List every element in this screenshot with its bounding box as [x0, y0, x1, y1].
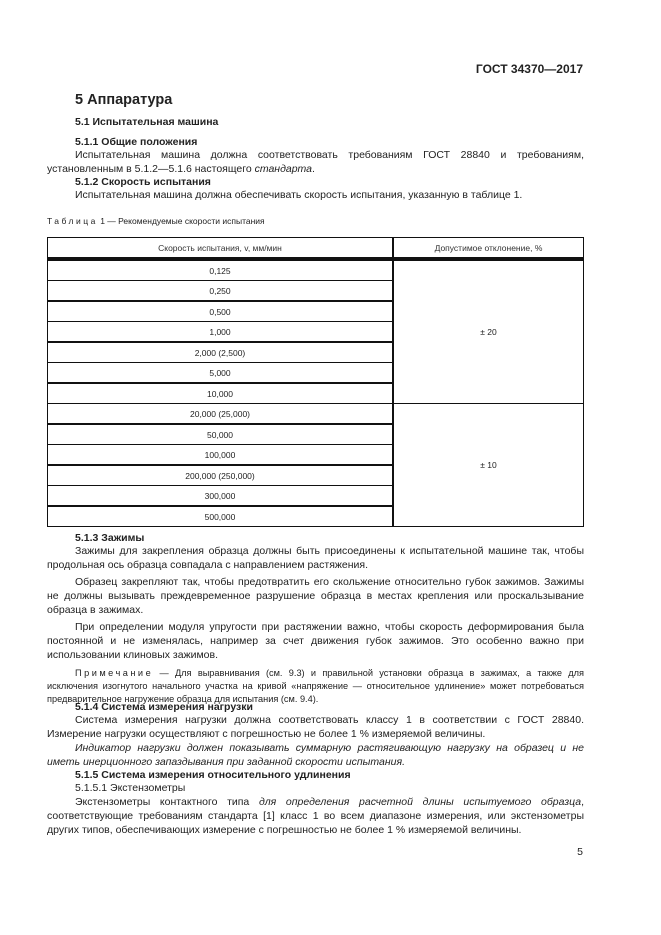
- subsection-title-5-1-2: 5.1.2 Скорость испытания: [75, 176, 211, 188]
- subsection-title-5-1-3: 5.1.3 Зажимы: [75, 532, 145, 544]
- table-cell: 100,000: [48, 445, 394, 466]
- table-header-speed: Скорость испытания, v, мм/мин: [48, 238, 394, 260]
- page-number: 5: [577, 846, 583, 858]
- paragraph: Испытательная машина должна обеспечивать скорость испытания, указанную в таблице 1.: [75, 189, 523, 201]
- paragraph: Экстензометры контактного типа для определения расчетной длины испытуемого образца, соответствующие требованиям стандарта [1] класс 1 во всем диапазоне измерения, или экстензометры других типов, обеспечивающих измерение с погрешностью не более 1 % измеряемой величины.: [47, 796, 584, 836]
- tolerance-cell: ± 20: [393, 259, 584, 404]
- section-title: 5 Аппаратура: [75, 92, 173, 108]
- paragraph: Система измерения нагрузки должна соответствовать классу 1 в соответствии с ГОСТ 28840. Измерение нагрузки осуществляют с погрешностью не более 1 % измеряемой величины.: [47, 714, 584, 740]
- table-cell: 300,000: [48, 486, 394, 507]
- paragraph: Образец закрепляют так, чтобы предотвратить его скольжение относительно губок зажимов. Зажимы не должны вызывать преждевременное разрушение образца в местах крепления или проскальзывание образца в зажимах.: [47, 576, 584, 616]
- subsection-title-5-1-1: 5.1.1 Общие положения: [75, 136, 198, 148]
- table-cell: 50,000: [48, 424, 394, 445]
- subsection-5-1-3: [47, 532, 584, 706]
- note: Примечание — Для выравнивания (см. 9.3) и правильной установки образца в зажимах, а также для исключения изогнутого начального участка на кривой «напряжение — относительное удлинение» может потребоваться предварительное нагружение образца для испытания (см. 9.4).: [47, 668, 584, 704]
- table-cell: 0,125: [48, 259, 394, 281]
- subsection-title-5-1-4: 5.1.4 Система измерения нагрузки: [75, 701, 253, 713]
- table-header-tolerance: Допустимое отклонение, %: [393, 238, 584, 260]
- paragraph: Испытательная машина должна соответствовать требованиям ГОСТ 28840 и требованиям, установленным в 5.1.2—5.1.6 настоящего стандарта.: [47, 149, 584, 175]
- table-cell: 20,000 (25,000): [48, 404, 394, 425]
- table-caption: Таблица 1 — Рекомендуемые скорости испытания: [47, 216, 265, 226]
- tolerance-cell: ± 10: [393, 404, 584, 527]
- paragraph: При определении модуля упругости при растяжении важно, чтобы скорость деформирования была постоянной и не изменялась, например за счет движения губок зажимов. Это особенно важно при использовании клиновых зажимов.: [47, 621, 584, 661]
- paragraph: Индикатор нагрузки должен показывать суммарную растягивающую нагрузку на образец и не иметь инерционного запаздывания при заданной скорости испытания.: [47, 742, 584, 768]
- subsubsection-title-5-1-5-1: 5.1.5.1 Экстензометры: [75, 782, 186, 794]
- table-cell: 2,000 (2,500): [48, 342, 394, 363]
- subsection-5-1-1: [47, 136, 584, 202]
- table-cell: 500,000: [48, 506, 394, 527]
- table-cell: 1,000: [48, 322, 394, 343]
- speed-table: [47, 237, 584, 527]
- table-cell: 0,250: [48, 281, 394, 302]
- subsection-title-5-1-5: 5.1.5 Система измерения относительного удлинения: [75, 769, 351, 781]
- table-cell: 200,000 (250,000): [48, 465, 394, 486]
- subsection-5-1-4: [47, 701, 584, 837]
- document-code: ГОСТ 34370—2017: [475, 62, 583, 76]
- subsection-title-5-1: 5.1 Испытательная машина: [75, 116, 219, 128]
- table-cell: 10,000: [48, 383, 394, 404]
- table-cell: 0,500: [48, 301, 394, 322]
- paragraph: Зажимы для закрепления образца должны быть присоединены к испытательной машине так, чтобы продольная ось образца совпадала с направлением растяжения.: [47, 545, 584, 571]
- table-cell: 5,000: [48, 363, 394, 384]
